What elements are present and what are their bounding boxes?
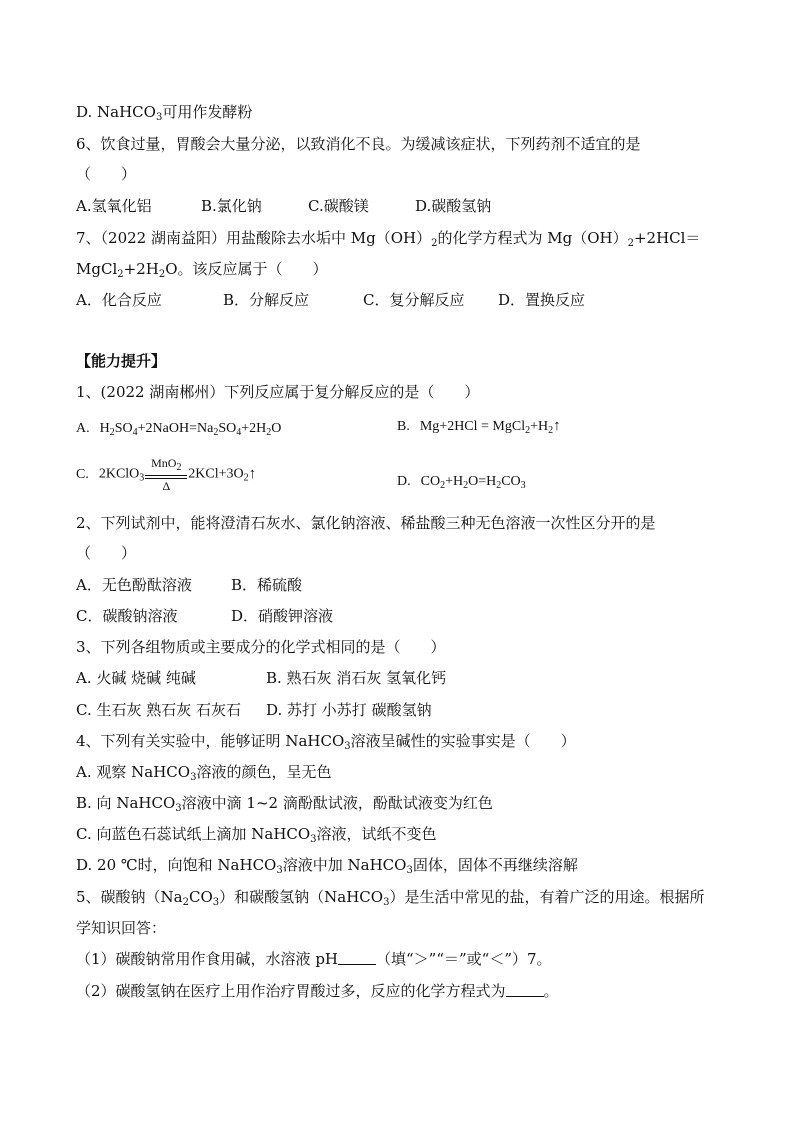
option-d: D．置换反应	[498, 291, 586, 309]
equation-part: +H	[530, 419, 549, 434]
question-4-option-b	[76, 793, 493, 819]
question-3-options-row2	[76, 700, 432, 720]
stem-text: O。该反应属于（ ）	[165, 260, 328, 278]
question-5-part-2	[76, 981, 559, 1001]
subscript: 3	[139, 472, 145, 484]
equation-part: CO	[501, 474, 521, 489]
part-text: （1）碳酸钠常用作食用碱，水溶液 pH	[76, 950, 338, 968]
option-label: A.	[76, 421, 90, 436]
option-text: 溶液的颜色，呈无色	[196, 763, 332, 781]
equation-part: +2NaOH=Na	[137, 421, 214, 436]
subscript: 2	[176, 462, 182, 473]
question-2-stem: 2、下列试剂中，能将澄清石灰水、氯化钠溶液、稀盐酸三种无色溶液一次性区分开的是	[76, 514, 656, 532]
subscript: 2	[266, 427, 272, 438]
subscript: 2	[243, 472, 249, 484]
option-c: C．复分解反应	[363, 291, 465, 309]
option-a: A. 火碱 烧碱 纯碱	[76, 669, 196, 687]
heat-symbol: Δ	[162, 479, 171, 493]
subscript: 2	[525, 425, 531, 436]
question-5-part-1	[76, 949, 552, 969]
question-2-paren: （ ）	[76, 544, 137, 562]
question-1-option-d	[397, 472, 526, 496]
subscript: 3	[406, 865, 413, 876]
stem-text: 5、碳酸钠（Na	[76, 888, 183, 906]
option-a: A．无色酚酞溶液	[76, 576, 192, 594]
stem-text: ）和碳酸氢钠（NaHCO	[219, 888, 384, 906]
answer-blank[interactable]	[506, 982, 544, 997]
answer-blank[interactable]	[338, 950, 376, 965]
option-text: 溶液中加 NaHCO	[282, 856, 407, 874]
question-5-stem-line2: 学知识回答：	[76, 919, 167, 937]
option-text: D. 20 ℃时，向饱和 NaHCO	[76, 856, 277, 874]
option-c: C. 生石灰 熟石灰 石灰石	[76, 701, 242, 719]
question-4-option-a	[76, 762, 331, 788]
subscript: 3	[155, 112, 163, 123]
option-d: D. 苏打 小苏打 碳酸氢钠	[266, 701, 432, 719]
subscript: 3	[276, 865, 283, 876]
option-text: 溶液中滴 1~2 滴酚酞试液，酚酞试液变为红色	[181, 794, 493, 812]
subscript: 3	[190, 772, 197, 783]
option-b: B. 熟石灰 消石灰 氢氧化钙	[266, 669, 447, 687]
question-1-option-b	[397, 417, 561, 441]
question-1-stem: 1、(2022 湖南郴州）下列反应属于复分解反应的是（ ）	[76, 383, 480, 401]
stem-text: 4、下列有关实验中，能够证明 NaHCO	[76, 732, 345, 750]
part-text: （填“＞”“＝”或“＜”）7。	[376, 950, 552, 968]
stem-text: ）是生活中常见的盐，有着广泛的用途。根据所	[389, 888, 705, 906]
question-3-options-row1	[76, 668, 446, 688]
equation-part: SO	[114, 421, 133, 436]
question-7-stem-line1	[76, 228, 700, 254]
option-c: C．碳酸钠溶液	[76, 607, 178, 625]
subscript: 2	[109, 427, 115, 438]
question-3-stem: 3、下列各组物质或主要成分的化学式相同的是（ ）	[76, 638, 446, 656]
question-5-stem-line1	[76, 887, 704, 913]
reaction-condition	[145, 456, 187, 493]
option-text: B. 向 NaHCO	[76, 794, 176, 812]
option-label: B.	[397, 419, 410, 434]
stem-text: 7、（2022 湖南益阳）用盐酸除去水垢中 Mg（OH）	[76, 229, 432, 247]
question-7-options	[76, 290, 585, 310]
part-text: 。	[543, 982, 559, 1000]
equation-part: H	[99, 421, 110, 436]
catalyst-label	[145, 456, 187, 475]
subscript: 2	[431, 238, 438, 249]
question-7-stem-line2	[76, 259, 328, 285]
equation-part: O=H	[468, 474, 497, 489]
gas-up-arrow-icon: ↑	[553, 418, 561, 434]
stem-text: +2HCl＝	[633, 229, 701, 247]
option-b: B．稀硫酸	[231, 576, 303, 594]
option-text: 固体，固体不再继续溶解	[412, 856, 578, 874]
option-d: D．硝酸钾溶液	[231, 607, 334, 625]
equation-part: CO	[420, 474, 441, 489]
part-text: （2）碳酸氢钠在医疗上用作治疗胃酸过多，反应的化学方程式为	[76, 982, 506, 1000]
question-2-options-row2	[76, 606, 333, 626]
option-d: D.碳酸氢钠	[415, 197, 492, 215]
stem-text: MgCl	[76, 260, 118, 278]
equation-part: +2H	[241, 421, 267, 436]
stem-text: 的化学方程式为 Mg（OH）	[437, 229, 628, 247]
option-b: B.氯化钠	[201, 197, 262, 215]
stem-text: CO	[189, 888, 213, 906]
subscript: 2	[627, 238, 634, 249]
equation-part: +H	[445, 474, 464, 489]
subscript: 2	[117, 269, 124, 280]
stem-text: 溶液呈碱性的实验事实是（ ）	[350, 732, 576, 750]
option-label: C.	[76, 466, 89, 482]
option-text: 可用作发酵粉	[162, 103, 253, 121]
option-label: D.	[397, 474, 411, 489]
subscript: 3	[520, 480, 526, 491]
option-d-nahco3	[76, 102, 252, 128]
subscript: 4	[236, 427, 242, 438]
question-6-paren: （ ）	[76, 165, 137, 183]
option-text: 溶液，试纸不变色	[316, 825, 437, 843]
subscript: 2	[463, 480, 469, 491]
question-4-option-c	[76, 824, 437, 850]
question-6-options	[76, 196, 491, 216]
subscript: 2	[158, 269, 166, 280]
subscript: 2	[213, 427, 219, 438]
question-6-stem: 6、饮食过量，胃酸会大量分泌，以致消化不良。为缓减该症状，下列药剂不适宜的是	[76, 135, 641, 153]
subscript: 2	[496, 480, 502, 491]
subscript: 3	[212, 897, 220, 908]
question-4-option-d	[76, 855, 578, 881]
subscript: 3	[383, 897, 390, 908]
option-text: D. NaHCO	[76, 103, 156, 121]
equation-part: O	[271, 421, 282, 436]
subscript: 2	[182, 897, 189, 908]
stem-text: +2H	[123, 260, 159, 278]
subscript: 3	[344, 741, 351, 752]
option-text: A. 观察 NaHCO	[76, 763, 191, 781]
gas-up-arrow-icon: ↑	[248, 466, 257, 482]
subscript: 2	[440, 480, 446, 491]
option-b: B．分解反应	[223, 291, 310, 309]
subscript: 3	[175, 803, 182, 814]
option-a: A.氢氧化铝	[76, 197, 152, 215]
subscript: 4	[132, 427, 138, 438]
option-c: C.碳酸镁	[308, 197, 369, 215]
section-heading: 【能力提升】	[76, 352, 167, 370]
option-a: A．化合反应	[76, 291, 162, 309]
question-1-option-a	[76, 419, 281, 443]
equation-part: 2KCl+3O	[188, 466, 244, 482]
subscript: 3	[310, 834, 317, 845]
subscript: 2	[548, 425, 554, 436]
option-text: C. 向蓝色石蕊试纸上滴加 NaHCO	[76, 825, 311, 843]
equation-part: Mg+2HCl = MgCl	[419, 419, 526, 434]
question-4-stem	[76, 731, 576, 757]
question-1-option-c	[76, 456, 256, 493]
question-2-options-row1	[76, 575, 302, 595]
equation-part: SO	[218, 421, 237, 436]
equation-part: 2KClO	[98, 466, 140, 482]
catalyst-text: MnO	[151, 456, 177, 470]
